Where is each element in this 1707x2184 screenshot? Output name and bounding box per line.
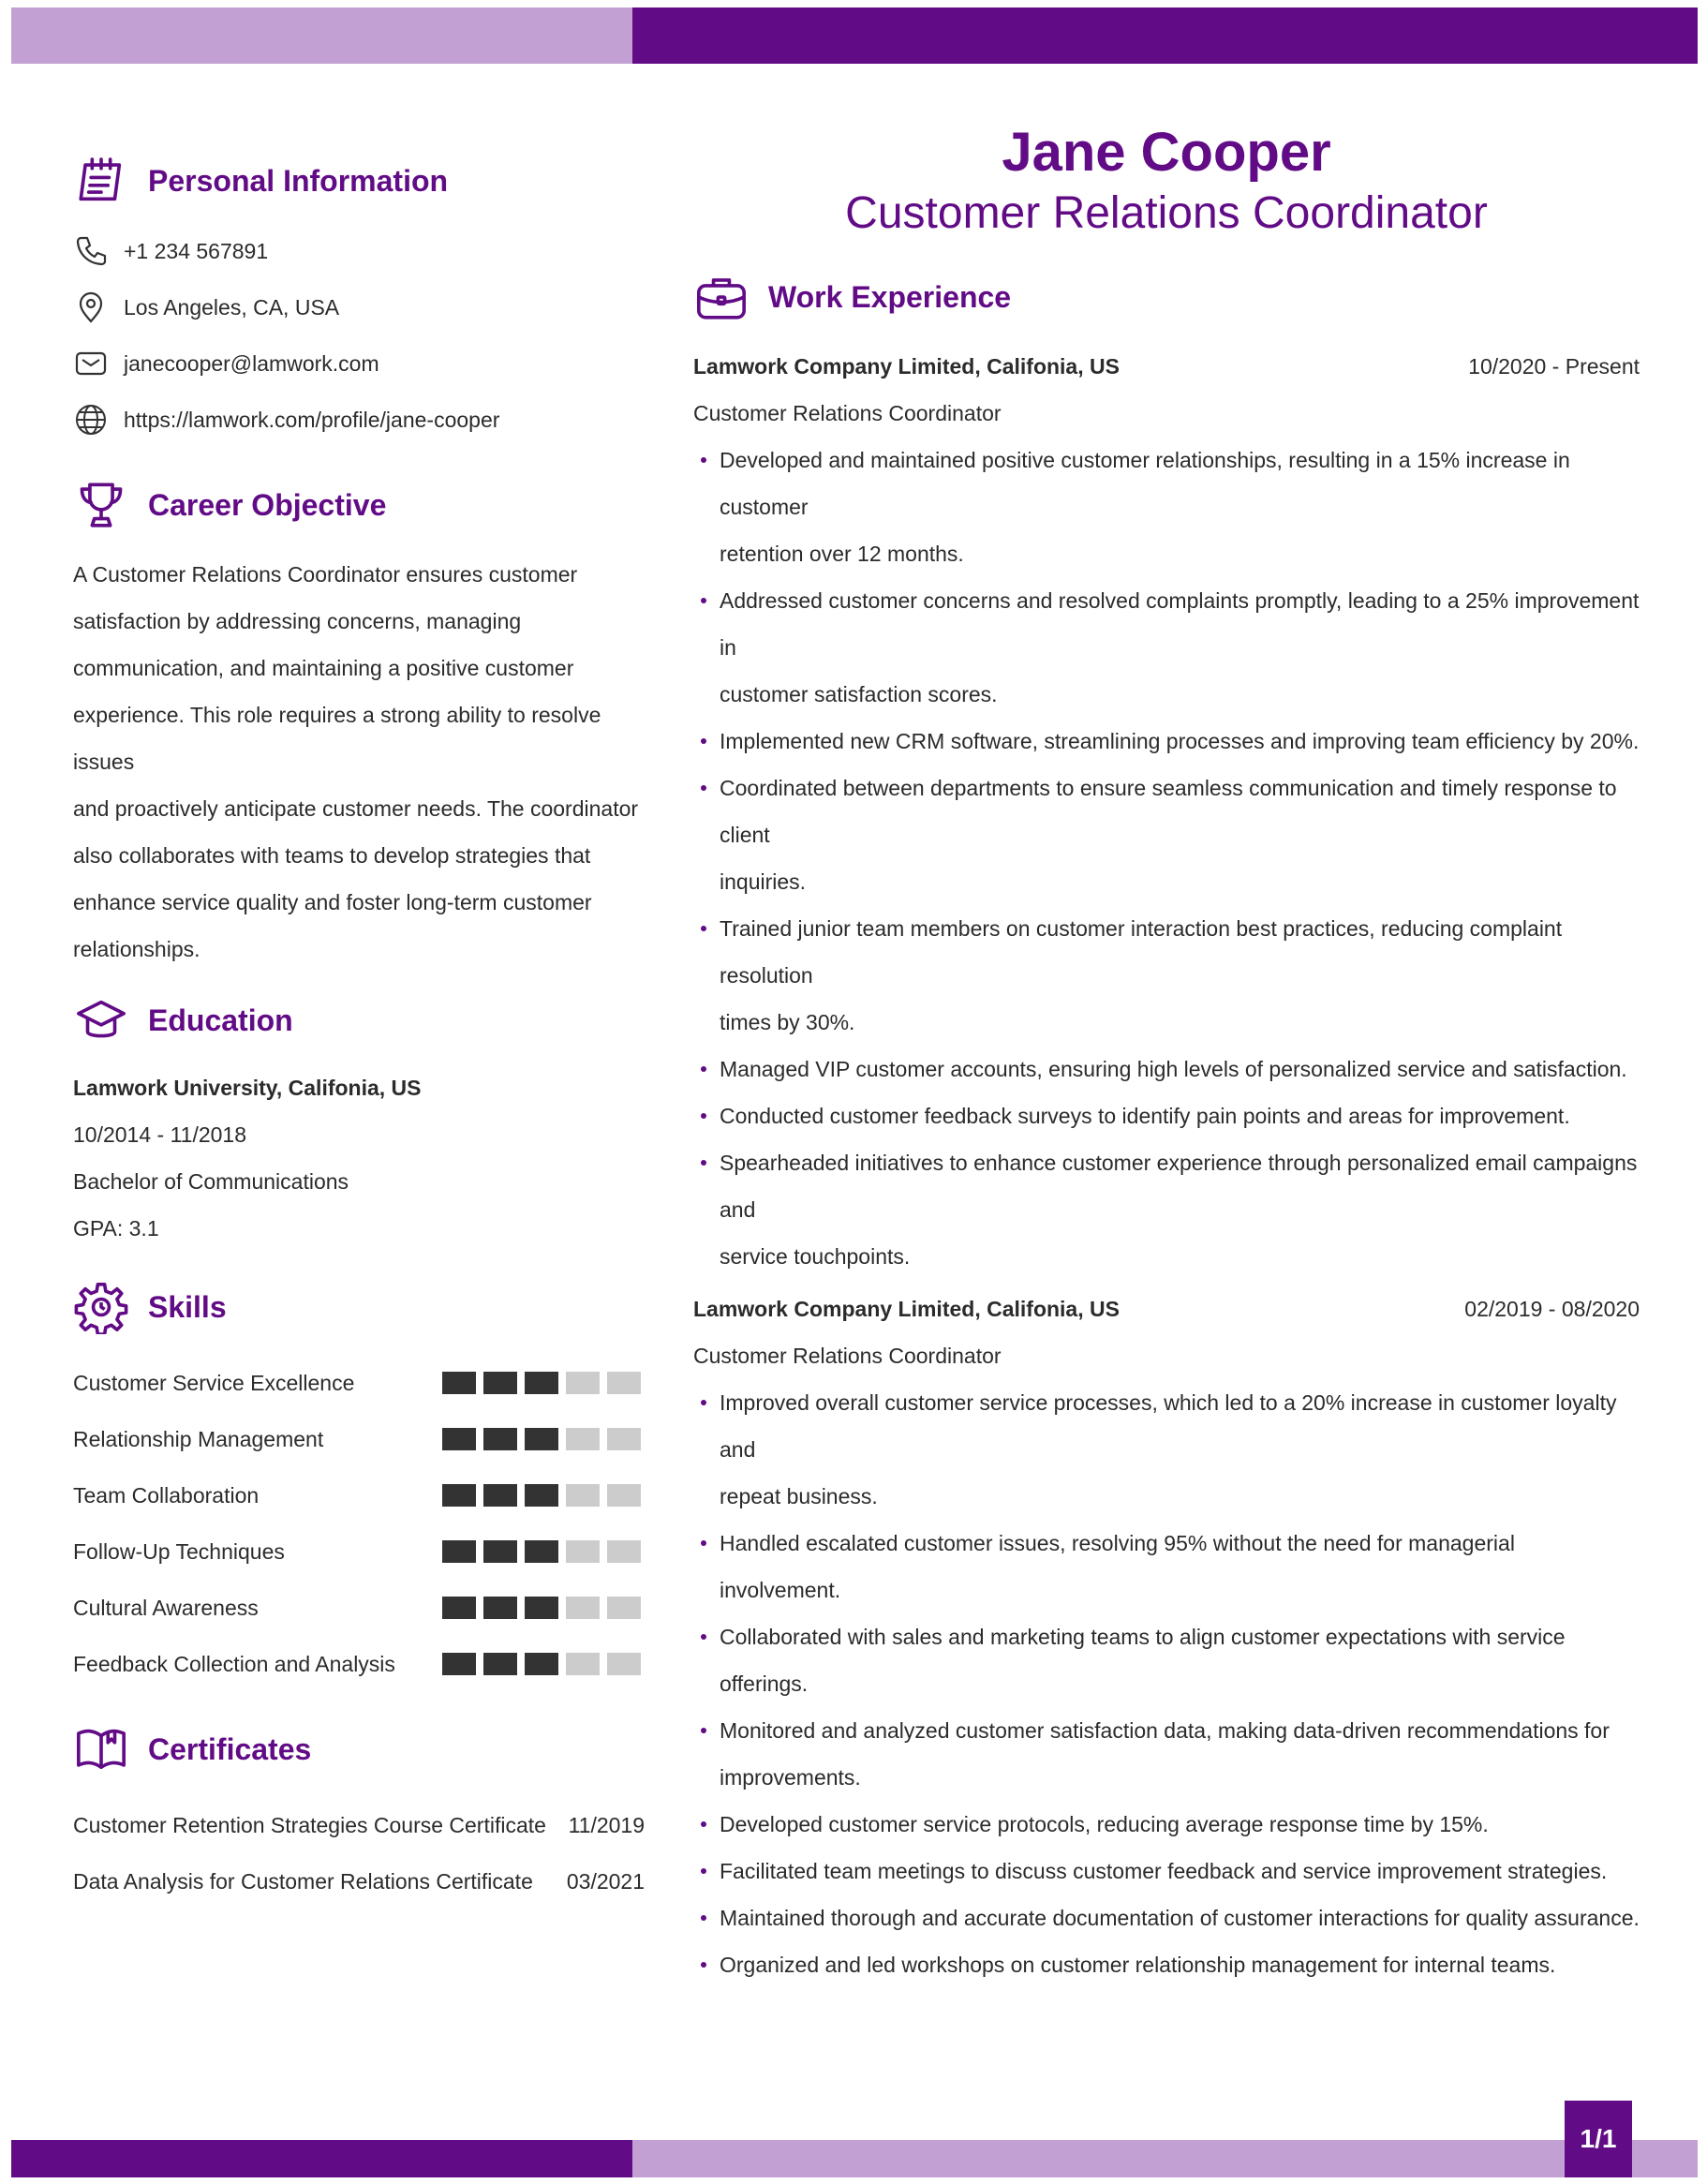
education-header (73, 988, 645, 1053)
job-bullet (693, 1941, 1640, 1988)
website-link[interactable]: https://lamwork.com/profile/jane-cooper (124, 407, 500, 432)
skill-level-box (442, 1372, 476, 1394)
job-bullet (693, 765, 1640, 905)
contact-location (73, 279, 645, 335)
left-column (73, 148, 645, 1909)
bottom-accent-bar-dark (11, 2140, 632, 2177)
job-bullet-line: improvements. (720, 1765, 861, 1790)
personal-info-title: Personal Information (148, 163, 449, 198)
job-bullet-line: Handled escalated customer issues, resolving 95% without the need for managerial involvement. (720, 1531, 1515, 1602)
job-dates: 02/2019 - 08/2020 (1464, 1297, 1640, 1321)
job-bullet-line: Monitored and analyzed customer satisfaction data, making data-driven recommendations for (720, 1718, 1610, 1743)
job-bullet (693, 1801, 1640, 1848)
job-bullet-line: Facilitated team meetings to discuss customer feedback and service improvement strategies. (720, 1859, 1608, 1883)
job-bullet-line: service touchpoints. (720, 1244, 911, 1269)
job-bullet (693, 1092, 1640, 1139)
skill-level-box (483, 1540, 517, 1563)
contact-phone (73, 223, 645, 279)
page-indicator: 1/1 (1565, 2101, 1632, 2177)
objective-line: and proactively anticipate customer needs. The coordinator (73, 796, 639, 821)
certificate-name: Customer Retention Strategies Course Certificate (73, 1812, 546, 1837)
job-bullet (693, 1139, 1640, 1280)
certificate-date: 11/2019 (568, 1812, 645, 1837)
job-bullet-line: Trained junior team members on customer interaction best practices, reducing complaint resolution (720, 916, 1563, 988)
job-bullet-line: Organized and led workshops on customer relationship management for internal teams. (720, 1953, 1556, 1977)
objective-line: also collaborates with teams to develop strategies that (73, 843, 591, 868)
candidate-title: Customer Relations Coordinator (845, 188, 1488, 238)
job-bullet (693, 1379, 1640, 1520)
job-dates: 10/2020 - Present (1468, 354, 1640, 379)
objective-line: enhance service quality and foster long-term customer (73, 890, 592, 914)
job-role: Customer Relations Coordinator (693, 1344, 1002, 1368)
skill-level-box (442, 1428, 476, 1450)
name-block (693, 120, 1640, 242)
job-bullet-line: customer satisfaction scores. (720, 682, 998, 706)
skill-level-box (607, 1597, 641, 1619)
skill-level-box (607, 1372, 641, 1394)
work-experience-header (693, 264, 1640, 330)
phone-icon (73, 233, 109, 269)
contact-website (73, 392, 645, 448)
job-bullet (693, 1707, 1640, 1801)
job-bullet (693, 1894, 1640, 1941)
skill-level-box (442, 1540, 476, 1563)
job-list (693, 343, 1640, 1988)
top-accent-bar-light (11, 7, 632, 64)
certificate-item (73, 1853, 645, 1909)
candidate-name: Jane Cooper (1002, 122, 1331, 183)
job-entry (693, 343, 1640, 1280)
bottom-accent-bar-light (632, 2140, 1698, 2177)
career-objective-title: Career Objective (148, 487, 387, 522)
job-bullets (693, 437, 1640, 1280)
certificate-item (73, 1797, 645, 1853)
job-bullets (693, 1379, 1640, 1988)
skill-level-box (566, 1540, 600, 1563)
email-link[interactable]: janecooper@lamwork.com (124, 350, 379, 376)
job-header (693, 1285, 1640, 1332)
skills-title: Skills (148, 1289, 227, 1324)
job-bullet-line: retention over 12 months. (720, 542, 964, 566)
skill-name: Feedback Collection and Analysis (73, 1651, 395, 1676)
job-bullet-line: times by 30%. (720, 1010, 855, 1034)
job-bullet (693, 1046, 1640, 1092)
skill-level-box (483, 1428, 517, 1450)
objective-line: relationships. (73, 937, 200, 961)
globe-icon (73, 402, 109, 438)
graduation-cap-icon (73, 992, 129, 1048)
job-bullet (693, 905, 1640, 1046)
skill-level-box (483, 1653, 517, 1675)
skills-header (73, 1274, 645, 1340)
skill-level-box (566, 1372, 600, 1394)
job-bullet-line: Maintained thorough and accurate documentation of customer interactions for quality assurance. (720, 1906, 1640, 1930)
skill-level-meter (442, 1653, 641, 1675)
job-bullet-line: Implemented new CRM software, streamlining processes and improving team efficiency by 20%. (720, 729, 1640, 753)
mail-icon (73, 346, 109, 381)
job-entry (693, 1285, 1640, 1988)
career-objective-text (73, 551, 645, 973)
skill-level-box (525, 1484, 558, 1507)
work-experience-title: Work Experience (768, 279, 1012, 314)
job-bullet (693, 1520, 1640, 1613)
job-bullet-line: Addressed customer concerns and resolved complaints promptly, leading to a 25% improvement in (720, 588, 1640, 660)
trophy-icon (73, 477, 129, 533)
career-objective-header (73, 472, 645, 538)
skill-name: Team Collaboration (73, 1482, 260, 1508)
skill-level-box (525, 1597, 558, 1619)
job-bullet-line: Conducted customer feedback surveys to identify pain points and areas for improvement. (720, 1104, 1570, 1128)
right-column (693, 120, 1640, 1988)
location-text: Los Angeles, CA, USA (124, 294, 340, 319)
job-bullet (693, 1848, 1640, 1894)
certificate-name: Data Analysis for Customer Relations Certificate (73, 1868, 533, 1894)
skill-level-box (566, 1653, 600, 1675)
job-bullet-line: Spearheaded initiatives to enhance customer experience through personalized email campaigns and (720, 1151, 1638, 1222)
personal-info-header (73, 148, 645, 214)
skill-level-box (525, 1653, 558, 1675)
skill-level-box (607, 1484, 641, 1507)
objective-line: communication, and maintaining a positive customer (73, 656, 574, 680)
job-bullet (693, 437, 1640, 577)
calendar-note-icon (73, 153, 129, 209)
skill-row (73, 1467, 645, 1523)
job-bullet (693, 718, 1640, 765)
book-icon (73, 1721, 129, 1777)
education-school: Lamwork University, Califonia, US (73, 1076, 422, 1100)
skill-name: Relationship Management (73, 1426, 324, 1451)
job-bullet-line: Improved overall customer service processes, which led to a 20% increase in customer loyalty and (720, 1390, 1617, 1462)
skill-level-box (607, 1653, 641, 1675)
skill-row (73, 1580, 645, 1636)
certificates-title: Certificates (148, 1731, 312, 1766)
skill-level-box (607, 1428, 641, 1450)
skill-level-meter (442, 1372, 641, 1394)
skill-row (73, 1411, 645, 1467)
skill-name: Customer Service Excellence (73, 1370, 355, 1395)
skill-level-box (607, 1540, 641, 1563)
job-bullet-line: Collaborated with sales and marketing teams to align customer expectations with service offerings. (720, 1625, 1566, 1696)
skill-level-meter (442, 1540, 641, 1563)
job-bullet-line: repeat business. (720, 1484, 878, 1508)
job-bullet (693, 1613, 1640, 1707)
skill-level-box (525, 1372, 558, 1394)
job-bullet (693, 577, 1640, 718)
skill-level-box (525, 1540, 558, 1563)
skill-level-meter (442, 1484, 641, 1507)
job-company: Lamwork Company Limited, Califonia, US (693, 354, 1120, 379)
skill-level-box (566, 1428, 600, 1450)
skill-level-box (442, 1597, 476, 1619)
job-bullet-line: Developed customer service protocols, reducing average response time by 15%. (720, 1812, 1489, 1836)
skill-level-box (525, 1428, 558, 1450)
education-degree: Bachelor of Communications (73, 1169, 349, 1194)
job-bullet-line: Coordinated between departments to ensure seamless communication and timely response to client (720, 776, 1617, 847)
education-dates: 10/2014 - 11/2018 (73, 1122, 247, 1147)
education-gpa: GPA: 3.1 (73, 1216, 159, 1241)
job-company: Lamwork Company Limited, Califonia, US (693, 1297, 1120, 1321)
briefcase-icon (693, 269, 750, 325)
skill-level-meter (442, 1597, 641, 1619)
skill-row (73, 1523, 645, 1580)
objective-line: satisfaction by addressing concerns, managing (73, 609, 522, 633)
skill-level-box (483, 1484, 517, 1507)
education-title: Education (148, 1003, 293, 1037)
job-header (693, 343, 1640, 390)
skill-level-box (566, 1597, 600, 1619)
phone-text: +1 234 567891 (124, 238, 269, 263)
skill-level-meter (442, 1428, 641, 1450)
skill-level-box (483, 1597, 517, 1619)
objective-line: experience. This role requires a strong ability to resolve issues (73, 703, 601, 774)
location-pin-icon (73, 290, 109, 325)
job-bullet-line: Managed VIP customer accounts, ensuring high levels of personalized service and satisfaction. (720, 1057, 1627, 1081)
skill-name: Cultural Awareness (73, 1595, 259, 1620)
skill-level-box (483, 1372, 517, 1394)
certificates-header (73, 1716, 645, 1782)
top-accent-bar-dark (632, 7, 1698, 64)
skills-list (73, 1355, 645, 1692)
objective-line: A Customer Relations Coordinator ensures customer (73, 562, 578, 587)
certificate-date: 03/2021 (566, 1868, 645, 1894)
job-bullet-line: inquiries. (720, 869, 807, 894)
contact-email (73, 335, 645, 392)
skill-row (73, 1355, 645, 1411)
resume-page (11, 7, 1698, 2177)
skill-name: Follow-Up Techniques (73, 1538, 285, 1564)
skill-row (73, 1636, 645, 1692)
skill-level-box (442, 1653, 476, 1675)
job-bullet-line: Developed and maintained positive customer relationships, resulting in a 15% increase in customer (720, 448, 1570, 519)
skill-level-box (442, 1484, 476, 1507)
gear-icon (73, 1279, 129, 1335)
job-role: Customer Relations Coordinator (693, 401, 1002, 425)
skill-level-box (566, 1484, 600, 1507)
